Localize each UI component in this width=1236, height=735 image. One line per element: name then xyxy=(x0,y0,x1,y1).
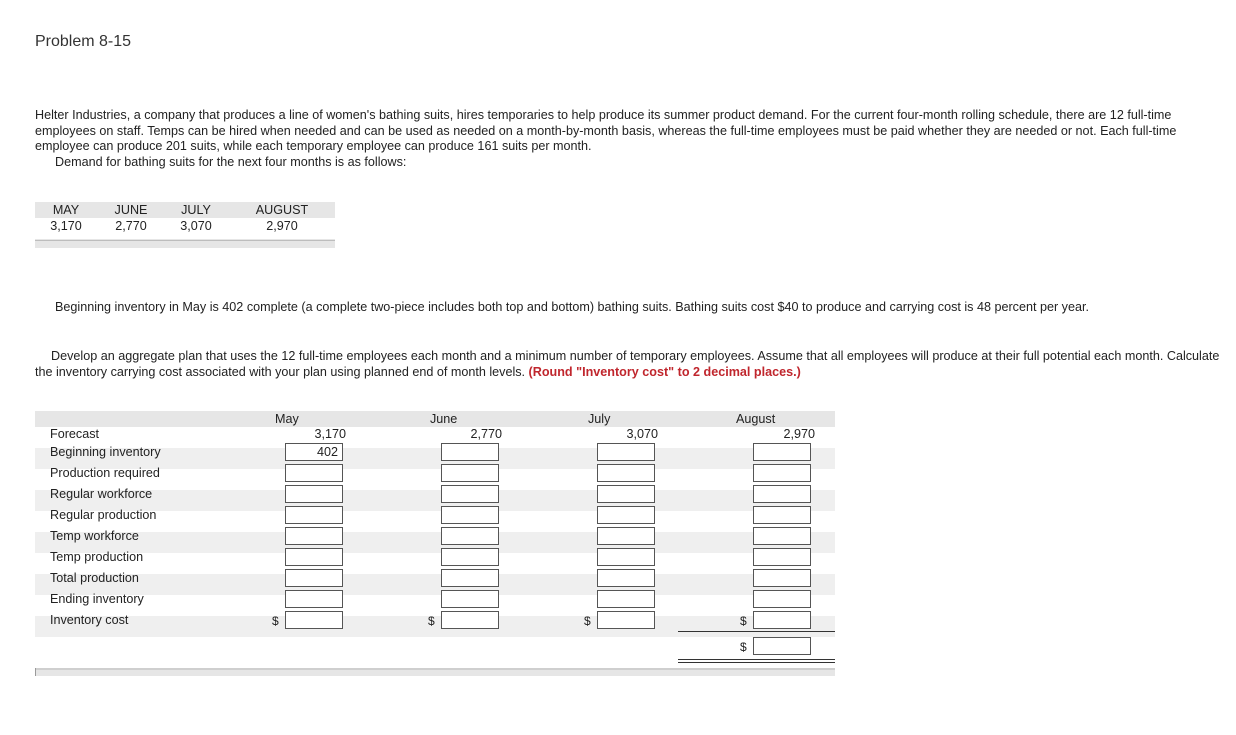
may-temp-workforce-input[interactable] xyxy=(285,527,343,545)
currency-sign-may: $ xyxy=(272,614,279,628)
july-total-production-input[interactable] xyxy=(597,569,655,587)
demand-value-june: 2,770 xyxy=(115,219,147,233)
page-title: Problem 8-15 xyxy=(35,33,132,50)
june-ending-inventory-input[interactable] xyxy=(441,590,499,608)
row-label-beginning-inventory: Beginning inventory xyxy=(50,445,161,459)
may-regular-workforce-input[interactable] xyxy=(285,485,343,503)
forecast-june: 2,770 xyxy=(470,427,502,441)
june-beginning-inventory-input[interactable] xyxy=(441,443,499,461)
august-inventory-cost-input[interactable] xyxy=(753,611,811,629)
inventory-paragraph: Beginning inventory in May is 402 complete (a complete two-piece includes both top and bottom) bathing suits. Bathing suits cost $40 to produce and carrying cost is 48 percent per year. xyxy=(55,300,1089,314)
july-inventory-cost-input[interactable] xyxy=(597,611,655,629)
demand-value-july: 3,070 xyxy=(180,219,212,233)
demand-value-august: 2,970 xyxy=(266,219,298,233)
demand-intro: Demand for bathing suits for the next four months is as follows: xyxy=(55,154,407,169)
forecast-july: 3,070 xyxy=(626,427,658,441)
demand-value-may: 3,170 xyxy=(50,219,82,233)
double-rule-bottom xyxy=(678,662,835,663)
may-regular-production-input[interactable] xyxy=(285,506,343,524)
may-temp-production-input[interactable] xyxy=(285,548,343,566)
month-header-may: May xyxy=(275,412,299,426)
july-ending-inventory-input[interactable] xyxy=(597,590,655,608)
row-label-production-required: Production required xyxy=(50,466,160,480)
month-header-july: July xyxy=(588,412,611,426)
currency-sign-july: $ xyxy=(584,614,591,628)
month-header-june: June xyxy=(430,412,458,426)
june-inventory-cost-input[interactable] xyxy=(441,611,499,629)
forecast-august: 2,970 xyxy=(783,427,815,441)
june-temp-workforce-input[interactable] xyxy=(441,527,499,545)
row-label-regular-production: Regular production xyxy=(50,508,157,522)
double-rule-top xyxy=(678,659,835,660)
august-regular-workforce-input[interactable] xyxy=(753,485,811,503)
intro-paragraph: Helter Industries, a company that produces a line of women's bathing suits, hires temporaries to help produce its summer product demand. For the current four-month rolling schedule, there are 12 full-time employees on staff. Temps can be hired when needed and can be used as needed on a month-by-month basis, whereas the full-time employees must be paid whether they are needed or not. Each full-time employee can produce 201 suits, while each temporary employee can produce 161 suits per month. xyxy=(35,108,1177,153)
aggregate-plan-table xyxy=(35,411,835,676)
july-regular-workforce-input[interactable] xyxy=(597,485,655,503)
demand-header-july: JULY xyxy=(181,203,211,217)
july-production-required-input[interactable] xyxy=(597,464,655,482)
may-total-production-input[interactable] xyxy=(285,569,343,587)
forecast-may: 3,170 xyxy=(314,427,346,441)
total-rule xyxy=(678,631,835,632)
august-beginning-inventory-input[interactable] xyxy=(753,443,811,461)
row-label-total-production: Total production xyxy=(50,571,139,585)
rounding-note: (Round "Inventory cost" to 2 decimal places.) xyxy=(528,364,801,379)
currency-sign-august: $ xyxy=(740,614,747,628)
instructions-text: Develop an aggregate plan that uses the 12 full-time employees each month and a minimum number of temporary employees. Assume that all employees will produce at their full potential each month. Calculate the inventory carrying cost associated with your plan using planned end of month levels. xyxy=(35,349,1220,379)
instructions-paragraph xyxy=(35,349,1230,380)
july-beginning-inventory-input[interactable] xyxy=(597,443,655,461)
june-total-production-input[interactable] xyxy=(441,569,499,587)
august-temp-workforce-input[interactable] xyxy=(753,527,811,545)
currency-sign-june: $ xyxy=(428,614,435,628)
demand-header-august: AUGUST xyxy=(255,203,309,217)
august-temp-production-input[interactable] xyxy=(753,548,811,566)
august-production-required-input[interactable] xyxy=(753,464,811,482)
problem-description xyxy=(35,108,1230,170)
row-stripe xyxy=(35,532,835,553)
demand-header-may: MAY xyxy=(52,203,80,217)
total-inventory-cost-input[interactable] xyxy=(753,637,811,655)
row-label-temp-workforce: Temp workforce xyxy=(50,529,139,543)
july-temp-workforce-input[interactable] xyxy=(597,527,655,545)
may-production-required-input[interactable] xyxy=(285,464,343,482)
august-total-production-input[interactable] xyxy=(753,569,811,587)
demand-table xyxy=(35,202,335,248)
demand-header-june: JUNE xyxy=(114,203,148,217)
august-regular-production-input[interactable] xyxy=(753,506,811,524)
row-stripe xyxy=(35,574,835,595)
may-ending-inventory-input[interactable] xyxy=(285,590,343,608)
may-beginning-inventory-input[interactable] xyxy=(285,443,343,461)
august-ending-inventory-input[interactable] xyxy=(753,590,811,608)
may-inventory-cost-input[interactable] xyxy=(285,611,343,629)
row-label-inventory-cost: Inventory cost xyxy=(50,613,129,627)
row-label-regular-workforce: Regular workforce xyxy=(50,487,153,501)
row-label-ending-inventory: Ending inventory xyxy=(50,592,144,606)
june-temp-production-input[interactable] xyxy=(441,548,499,566)
plan-footer-marker xyxy=(35,668,36,676)
plan-footer-line xyxy=(35,668,835,670)
row-stripe xyxy=(35,616,835,637)
row-label-temp-production: Temp production xyxy=(50,550,144,564)
row-label-forecast: Forecast xyxy=(50,427,99,441)
june-regular-workforce-input[interactable] xyxy=(441,485,499,503)
month-header-august: August xyxy=(736,412,776,426)
june-production-required-input[interactable] xyxy=(441,464,499,482)
july-temp-production-input[interactable] xyxy=(597,548,655,566)
june-regular-production-input[interactable] xyxy=(441,506,499,524)
demand-footer-line xyxy=(35,240,335,241)
july-regular-production-input[interactable] xyxy=(597,506,655,524)
currency-sign-total: $ xyxy=(740,640,747,654)
